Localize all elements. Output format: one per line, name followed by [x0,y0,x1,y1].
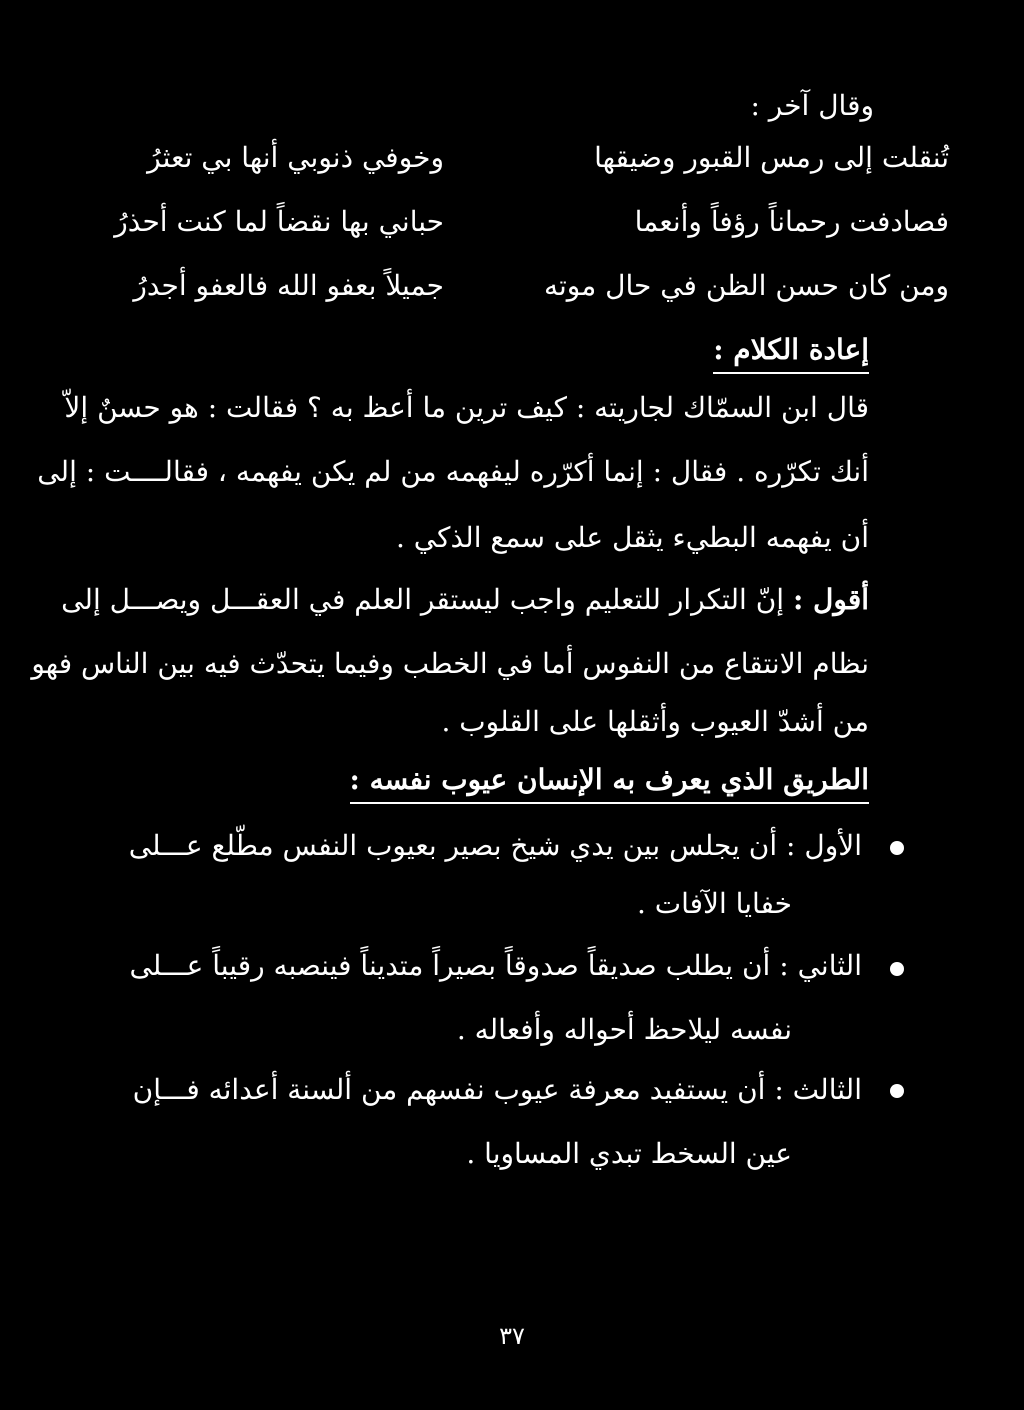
paragraph-2-line-2: نظام الانتقاع من النفوس أما في الخطب وفيما يتحدّث فيه بين الناس فهو [31,647,869,680]
verse-2-right: فصادفت رحماناً رؤفاً وأنعما [634,205,949,238]
bullet-1-line-1: الأول : أن يجلس بين يدي شيخ بصير بعيوب النفس مطّلع عـــلى [128,829,862,862]
aqul-label: أقول : [792,583,869,616]
verse-3-left: جميلاً بعفو الله فالعفو أجدرُ [133,269,444,302]
paragraph-1-line-3: أن يفهمه البطيء يثقل على سمع الذكي . [396,521,869,554]
bullet-icon [890,962,904,976]
intro-line: وقال آخر : [750,89,874,122]
verse-3-right: ومن كان حسن الظن في حال موته [543,269,949,302]
bullet-2-line-2: نفسه ليلاحظ أحواله وأفعاله . [456,1013,792,1046]
bullet-2-line-1: الثاني : أن يطلب صديقاً صدوقاً بصيراً متديناً فينصبه رقيباً عـــلى [129,949,862,982]
paragraph-2-line-1 [61,580,869,620]
paragraph-1-line-1: قال ابن السمّاك لجاريته : كيف ترين ما أعظ به ؟ فقالت : هو حسنٌ إلاّ [64,391,869,424]
section-heading-repetition: إعادة الكلام : [713,330,869,374]
bullet-icon [890,841,904,855]
section-heading-faults: الطريق الذي يعرف به الإنسان عيوب نفسه : [350,760,870,804]
paragraph-2-line-3: من أشدّ العيوب وأثقلها على القلوب . [441,705,869,738]
bullet-3-line-2: عين السخط تبدي المساويا . [466,1137,792,1170]
bullet-3-line-1: الثالث : أن يستفيد معرفة عيوب نفسهم من ألسنة أعدائه فـــإن [132,1073,862,1106]
paragraph-2-line-1-text: إنّ التكرار للتعليم واجب ليستقر العلم في العقـــل ويصـــل إلى [61,583,793,616]
verse-1-right: تُنقلت إلى رمس القبور وضيقها [594,141,949,174]
bullet-1-line-2: خفايا الآفات . [636,887,792,920]
verse-2-left: حباني بها نقضاً لما كنت أحذرُ [114,205,444,238]
paragraph-1-line-2: أنك تكرّره . فقال : إنما أكرّره ليفهمه من لم يكن يفهمه ، فقالــــت : إلى [37,455,869,488]
bullet-icon [890,1084,904,1098]
verse-1-left: وخوفي ذنوبي أنها بي تعثرُ [147,141,444,174]
page-number: ٣٧ [499,1322,525,1350]
